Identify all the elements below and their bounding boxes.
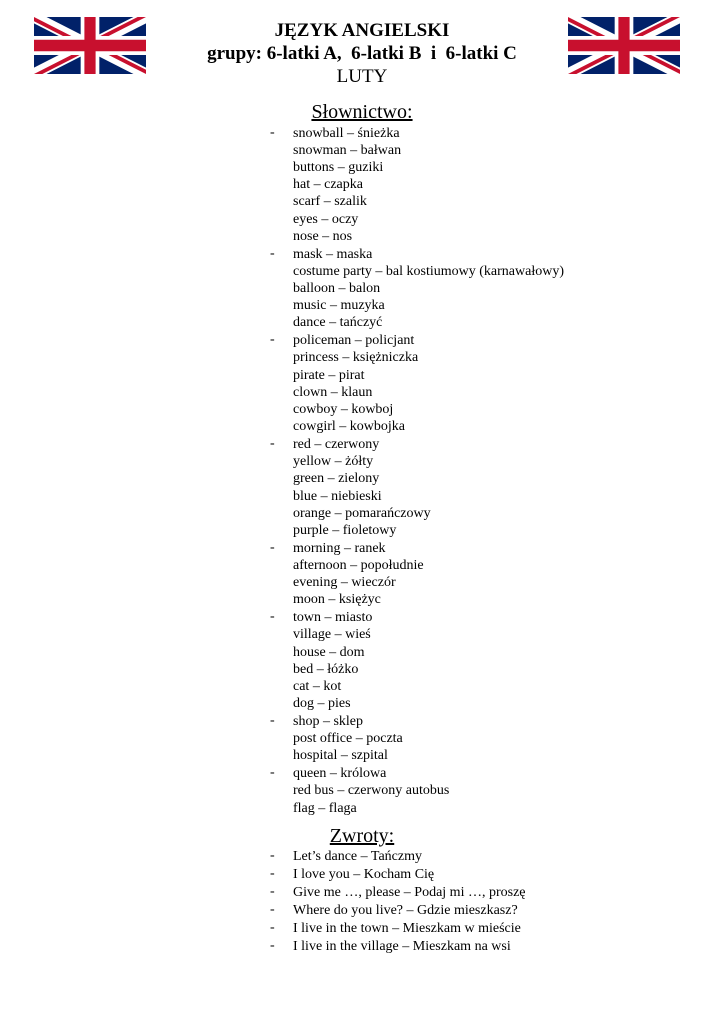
vocabulary-text: red bus – czerwony autobus xyxy=(293,783,450,799)
vocabulary-text: red – czerwony xyxy=(293,437,380,453)
vocabulary-text: green – zielony xyxy=(293,471,380,487)
vocabulary-item xyxy=(270,211,564,228)
vocabulary-text: afternoon – popołudnie xyxy=(293,558,424,574)
vocabulary-text: hospital – szpital xyxy=(293,748,388,764)
dash-bullet: - xyxy=(270,713,275,729)
vocabulary-text: mask – maska xyxy=(293,246,373,262)
vocabulary-text: snowball – śnieżka xyxy=(293,125,400,141)
vocabulary-item xyxy=(270,193,564,210)
vocabulary-text: blue – niebieski xyxy=(293,488,382,504)
vocabulary-item xyxy=(270,609,564,626)
dash-bullet: - xyxy=(270,539,275,555)
vocabulary-item xyxy=(270,644,564,661)
dash-bullet: - xyxy=(270,245,275,261)
phrase-item xyxy=(270,920,526,938)
vocabulary-item xyxy=(270,747,564,764)
vocabulary-item xyxy=(270,246,564,263)
vocabulary-text: buttons – guziki xyxy=(293,160,384,175)
vocabulary-item xyxy=(270,125,564,142)
phrase-text: I live in the village – Mieszkam na wsi xyxy=(293,939,511,954)
vocabulary-text: flag – flaga xyxy=(293,800,357,816)
vocabulary-item xyxy=(270,263,564,280)
phrase-item xyxy=(270,884,526,902)
phrase-text: I live in the town – Mieszkam w mieście xyxy=(293,921,521,936)
vocabulary-item xyxy=(270,540,564,557)
phrase-text: Let’s dance – Tańczmy xyxy=(293,849,422,864)
vocabulary-item xyxy=(270,176,564,193)
vocabulary-text: costume party – bal kostiumowy (karnawałowy) xyxy=(293,263,564,279)
vocabulary-item xyxy=(270,557,564,574)
dash-bullet: - xyxy=(270,124,275,140)
vocabulary-text: princess – księżniczka xyxy=(293,350,419,366)
vocabulary-text: morning – ranek xyxy=(293,540,386,556)
vocabulary-item xyxy=(270,418,564,435)
vocabulary-item xyxy=(270,314,564,331)
vocabulary-item xyxy=(270,695,564,712)
vocabulary-item xyxy=(270,713,564,730)
vocabulary-item xyxy=(270,730,564,747)
vocabulary-text: village – wieś xyxy=(293,627,371,643)
vocabulary-text: house – dom xyxy=(293,644,365,660)
phrase-text: Give me …, please – Podaj mi …, proszę xyxy=(293,885,526,900)
vocabulary-text: shop – sklep xyxy=(293,714,363,730)
vocabulary-item xyxy=(270,384,564,401)
phrases-heading: Zwroty: xyxy=(329,825,395,847)
vocabulary-text: queen – królowa xyxy=(293,766,387,782)
vocabulary-item xyxy=(270,574,564,591)
vocabulary-item xyxy=(270,765,564,782)
phrase-item xyxy=(270,866,526,884)
dash-bullet: - xyxy=(270,609,275,625)
vocabulary-text: post office – poczta xyxy=(293,731,403,747)
vocabulary-text: hat – czapka xyxy=(293,177,363,193)
month-label: LUTY xyxy=(336,66,388,87)
vocabulary-item xyxy=(270,800,564,817)
vocabulary-item xyxy=(270,505,564,522)
vocabulary-text: orange – pomarańczowy xyxy=(293,505,431,521)
vocabulary-item xyxy=(270,782,564,799)
vocabulary-item xyxy=(270,453,564,470)
vocabulary-item xyxy=(270,280,564,297)
vocabulary-item xyxy=(270,661,564,678)
vocabulary-text: music – muzyka xyxy=(293,298,385,314)
vocabulary-text: pirate – pirat xyxy=(293,367,365,383)
vocabulary-text: cowboy – kowboj xyxy=(293,402,394,418)
dash-bullet: - xyxy=(270,938,275,953)
vocabulary-text: bed – łóżko xyxy=(293,661,359,677)
vocabulary-text: scarf – szalik xyxy=(293,194,367,210)
dash-bullet: - xyxy=(270,765,275,781)
vocabulary-item xyxy=(270,591,564,608)
vocabulary-text: dance – tańczyć xyxy=(293,315,383,331)
dash-bullet: - xyxy=(270,332,275,348)
vocabulary-item xyxy=(270,436,564,453)
dash-bullet: - xyxy=(270,436,275,452)
dash-bullet: - xyxy=(270,848,275,863)
phrase-item xyxy=(270,902,526,920)
dash-bullet: - xyxy=(270,902,275,917)
vocabulary-text: clown – klaun xyxy=(293,384,373,400)
vocabulary-item xyxy=(270,626,564,643)
vocabulary-text: town – miasto xyxy=(293,610,373,626)
document-title: JĘZYK ANGIELSKI xyxy=(274,20,450,41)
vocabulary-text: policeman – policjant xyxy=(293,333,415,349)
vocabulary-item xyxy=(270,332,564,349)
groups-line: grupy: 6-latki A, 6-latki B i 6-latki C xyxy=(207,43,517,64)
dash-bullet: - xyxy=(270,920,275,935)
vocabulary-item xyxy=(270,488,564,505)
vocabulary-item xyxy=(270,349,564,366)
vocabulary-text: snowman – bałwan xyxy=(293,142,402,158)
vocabulary-text: nose – nos xyxy=(293,228,353,244)
vocabulary-item xyxy=(270,470,564,487)
phrases-list xyxy=(270,848,526,956)
phrase-text: Where do you live? – Gdzie mieszkasz? xyxy=(293,903,518,918)
vocabulary-text: balloon – balon xyxy=(293,281,381,297)
vocabulary-item xyxy=(270,367,564,384)
dash-bullet: - xyxy=(270,866,275,881)
phrase-item xyxy=(270,848,526,866)
vocabulary-text: eyes – oczy xyxy=(293,211,359,227)
vocabulary-item xyxy=(270,297,564,314)
vocabulary-item xyxy=(270,678,564,695)
vocabulary-text: evening – wieczór xyxy=(293,575,396,591)
vocabulary-text: purple – fioletowy xyxy=(293,523,397,539)
document-header xyxy=(0,19,724,88)
vocabulary-text: moon – księżyc xyxy=(293,592,381,608)
phrase-text: I love you – Kocham Cię xyxy=(293,867,435,882)
vocabulary-text: cat – kot xyxy=(293,679,342,695)
vocabulary-item xyxy=(270,142,564,159)
vocabulary-text: cowgirl – kowbojka xyxy=(293,419,405,435)
vocabulary-item xyxy=(270,228,564,245)
vocabulary-item xyxy=(270,159,564,176)
vocabulary-item xyxy=(270,522,564,539)
vocabulary-list xyxy=(270,124,564,817)
vocabulary-item xyxy=(270,401,564,418)
vocabulary-text: dog – pies xyxy=(293,696,351,712)
vocabulary-text: yellow – żółty xyxy=(293,454,374,470)
vocabulary-heading: Słownictwo: xyxy=(311,101,413,123)
phrase-item xyxy=(270,938,526,956)
dash-bullet: - xyxy=(270,884,275,899)
